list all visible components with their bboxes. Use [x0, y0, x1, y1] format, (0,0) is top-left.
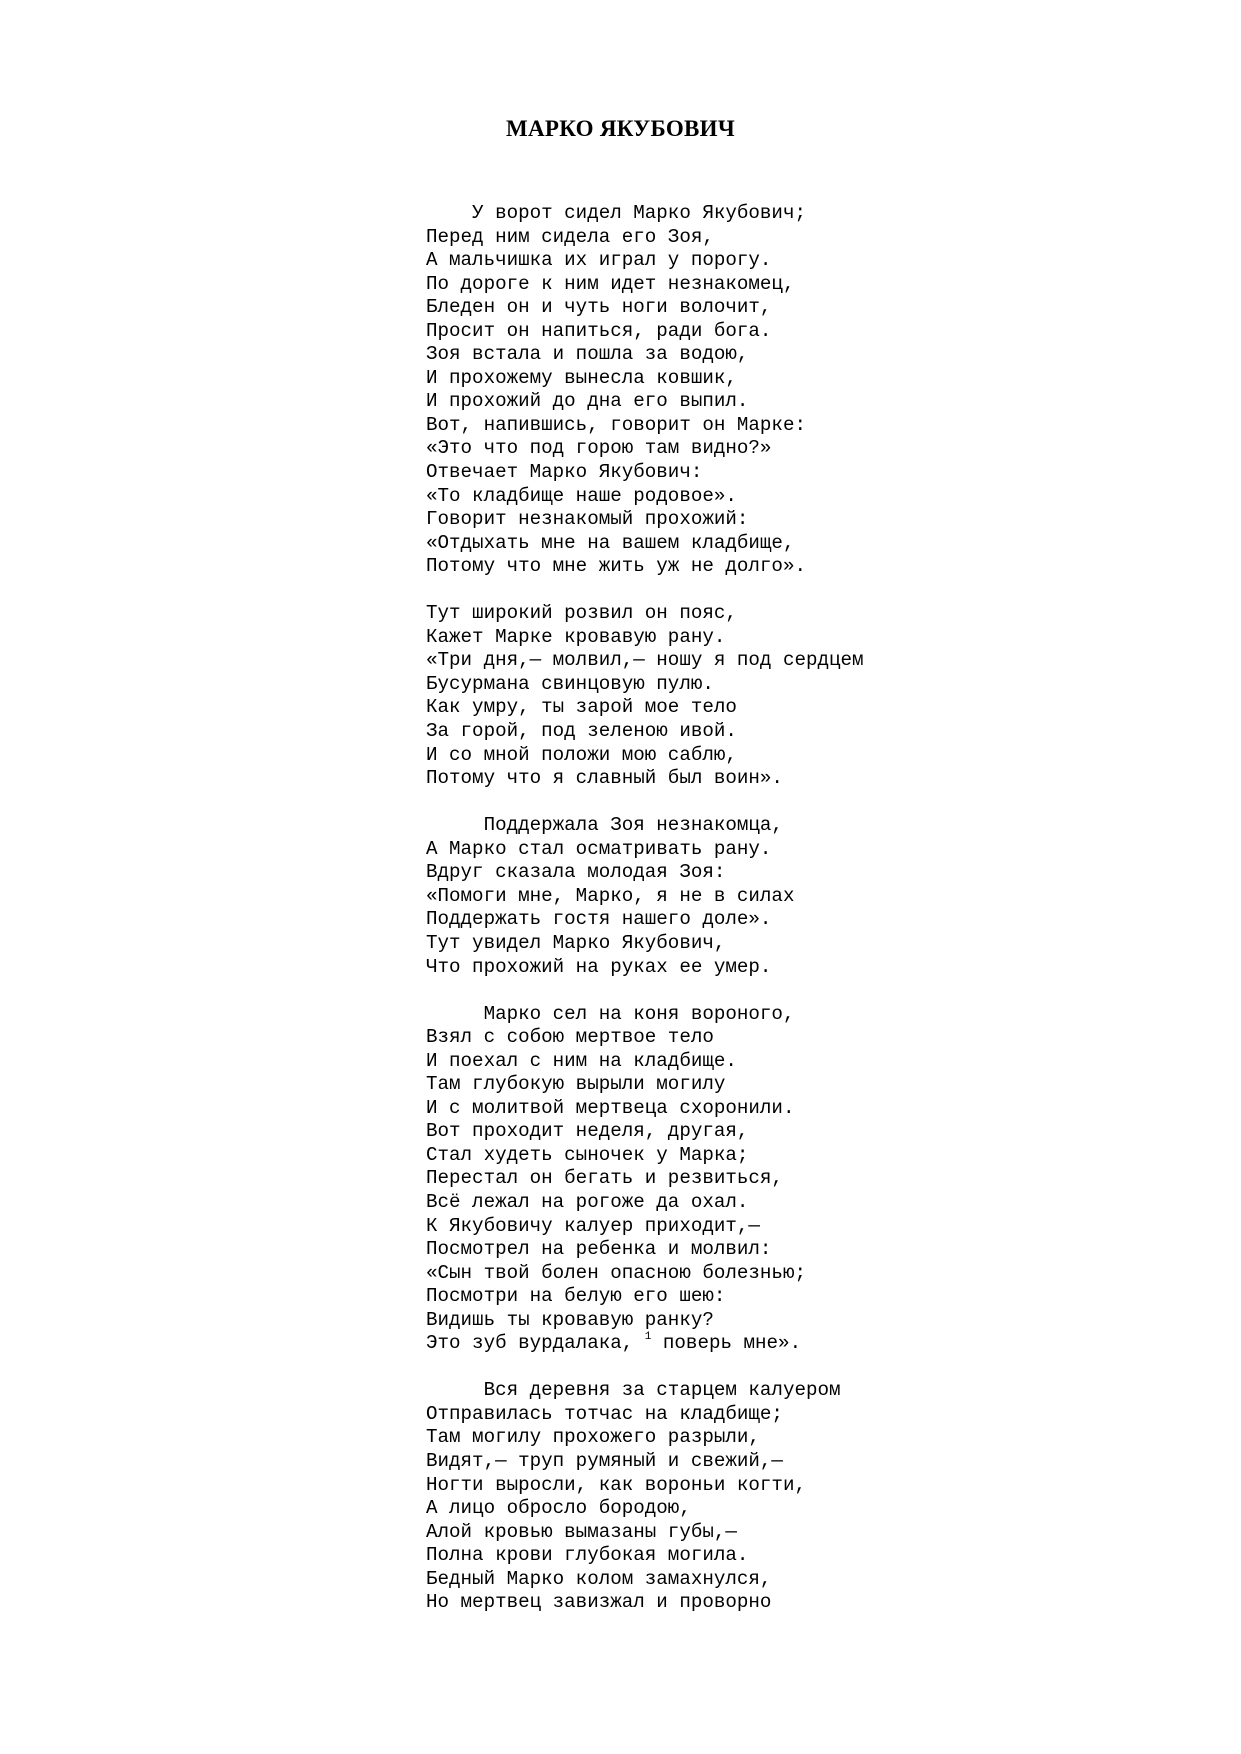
poem-line: Полна крови глубокая могила.	[426, 1544, 749, 1567]
poem-line: По дороге к ним идет незнакомец,	[426, 272, 795, 295]
poem-line: Видят,— труп румяный и свежий,—	[426, 1449, 783, 1472]
poem-line: «Сын твой болен опасною болезнью;	[426, 1261, 806, 1284]
poem-line: Вот, напившись, говорит он Марке:	[426, 413, 806, 436]
footnote-line-text-after: поверь мне».	[651, 1332, 802, 1355]
poem-line: Что прохожий на руках ее умер.	[426, 955, 772, 978]
stanza	[426, 602, 1226, 790]
footnote-line-text-before: Это зуб вурдалака,	[426, 1332, 645, 1355]
poem-line: Стал худеть сыночек у Марка;	[426, 1143, 749, 1166]
poem-line: Перестал он бегать и резвиться,	[426, 1167, 783, 1190]
stanza	[426, 202, 1226, 579]
poem-line: Там могилу прохожего разрыли,	[426, 1426, 760, 1449]
poem-line: У ворот сидел Марко Якубович;	[426, 202, 806, 224]
poem-line: Говорит незнакомый прохожий:	[426, 508, 749, 531]
poem-line: «То кладбище наше родовое».	[426, 484, 737, 507]
poem-line: И прохожему вынесла ковшик,	[426, 366, 737, 389]
poem-line: А мальчишка их играл у порогу.	[426, 249, 772, 272]
poem-line: Ногти выросли, как вороньи когти,	[426, 1473, 806, 1496]
poem-line: Алой кровью вымазаны губы,—	[426, 1520, 737, 1543]
poem-line: И поехал с ним на кладбище.	[426, 1049, 737, 1072]
poem-line: Видишь ты кровавую ранку?	[426, 1308, 714, 1331]
poem-line: Зоя встала и пошла за водою,	[426, 343, 749, 366]
stanza	[426, 1003, 1226, 1356]
poem-line: Потому что мне жить уж не долго».	[426, 555, 806, 578]
poem-line-with-footnote	[426, 1332, 1226, 1356]
poem-line: Бедный Марко колом замахнулся,	[426, 1567, 772, 1590]
poem-line: Кажет Марке кровавую рану.	[426, 625, 726, 648]
poem-line: Всё лежал на рогоже да охал.	[426, 1190, 749, 1213]
poem-line: Вся деревня за старцем калуером	[426, 1379, 841, 1402]
poem-line: А Марко стал осматривать рану.	[426, 837, 772, 860]
poem-line: «Помоги мне, Марко, я не в силах	[426, 884, 795, 907]
poem-line: А лицо обросло бородою,	[426, 1497, 691, 1520]
poem-line: Взял с собою мертвое тело	[426, 1026, 714, 1049]
poem-line: Но мертвец завизжал и проворно	[426, 1591, 772, 1614]
poem-line: Перед ним сидела его Зоя,	[426, 225, 714, 248]
poem-line: И со мной положи мою саблю,	[426, 743, 737, 766]
poem-line: Вдруг сказала молодая Зоя:	[426, 861, 726, 884]
poem-line: Бусурмана свинцовую пулю.	[426, 672, 714, 695]
poem-body	[426, 202, 1226, 1638]
poem-line: Тут широкий розвил он пояс,	[426, 602, 737, 625]
poem-line: Бледен он и чуть ноги волочит,	[426, 296, 772, 319]
poem-line: Посмотри на белую его шею:	[426, 1285, 726, 1308]
stanza	[426, 814, 1226, 979]
poem-line: «Три дня,— молвил,— ношу я под сердцем	[426, 649, 864, 672]
poem-line: «Отдыхать мне на вашем кладбище,	[426, 531, 795, 554]
poem-line: Просит он напиться, ради бога.	[426, 319, 772, 342]
poem-line: Отвечает Марко Якубович:	[426, 461, 703, 484]
footnote-marker[interactable]: 1	[644, 1331, 652, 1344]
poem-line: Поддержала Зоя незнакомца,	[426, 814, 783, 837]
poem-line: И с молитвой мертвеца схоронили.	[426, 1096, 795, 1119]
poem-line: Отправилась тотчас на кладбище;	[426, 1402, 783, 1425]
poem-line: «Это что под горою там видно?»	[426, 437, 772, 460]
poem-line: Потому что я славный был воин».	[426, 767, 783, 790]
poem-line: Поддержать гостя нашего доле».	[426, 908, 772, 931]
poem-line: Вот проходит неделя, другая,	[426, 1120, 749, 1143]
poem-line: Там глубокую вырыли могилу	[426, 1073, 726, 1096]
poem-line: Тут увидел Марко Якубович,	[426, 931, 726, 954]
poem-line: К Якубовичу калуер приходит,—	[426, 1214, 760, 1237]
poem-line: Как умру, ты зарой мое тело	[426, 696, 737, 719]
poem-line: Посмотрел на ребенка и молвил:	[426, 1238, 772, 1261]
poem-line: Марко сел на коня вороного,	[426, 1002, 795, 1025]
poem-line: И прохожий до дна его выпил.	[426, 390, 749, 413]
poem-title: МАРКО ЯКУБОВИЧ	[505, 116, 736, 141]
poem-line: За горой, под зеленою ивой.	[426, 720, 737, 743]
stanza	[426, 1379, 1226, 1614]
